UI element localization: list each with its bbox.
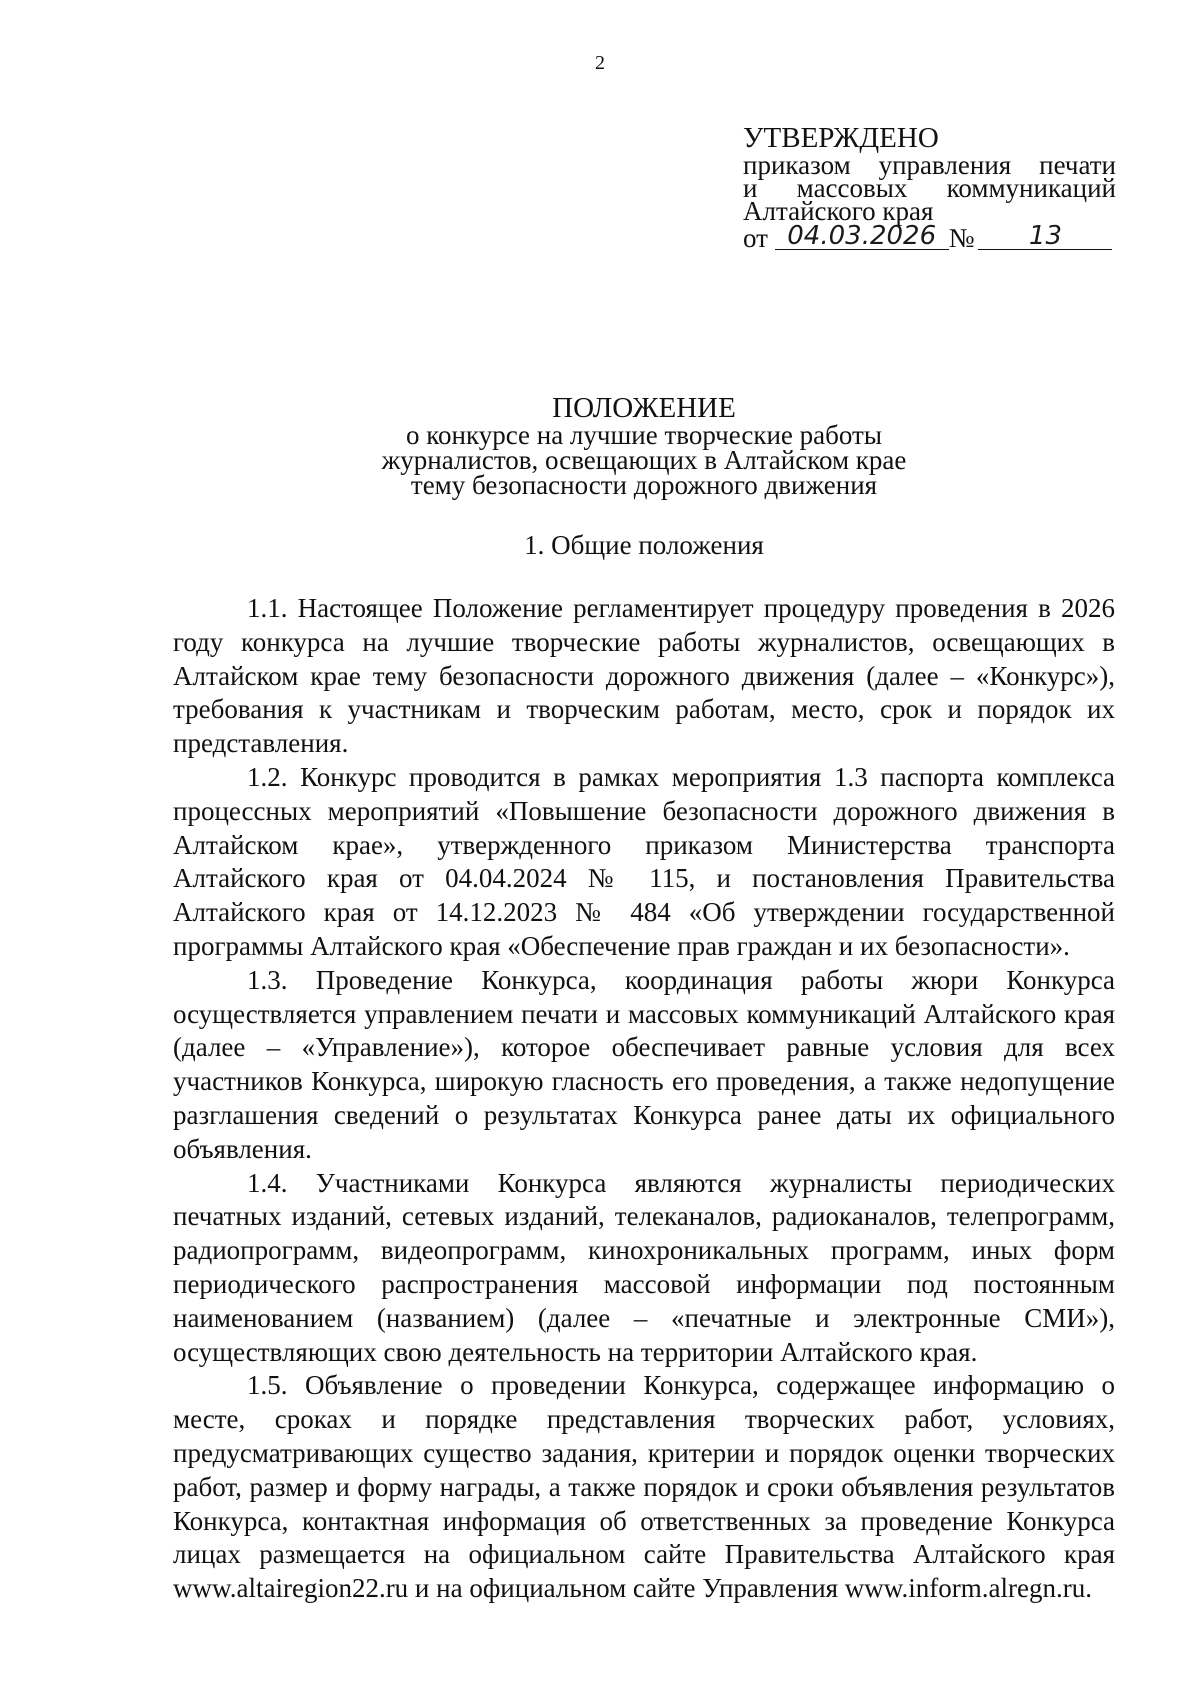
document-subtitle-line-3: тему безопасности дорожного движения — [410, 470, 878, 500]
approval-date-line — [743, 221, 1116, 253]
document-title-block — [0, 393, 1200, 498]
approval-number-handwritten: 13 — [978, 223, 1112, 250]
document-title: ПОЛОЖЕНИЕ — [552, 392, 736, 424]
approval-stamp — [743, 122, 1116, 253]
section-body — [173, 592, 1115, 1606]
approval-ot-label: от — [743, 223, 768, 253]
approval-line-2: и массовых коммуникаций — [743, 173, 1116, 203]
section-heading: 1. Общие положения — [524, 530, 764, 560]
page-number: 2 — [595, 52, 605, 74]
paragraph: 1.2. Конкурс проводится в рамках мероприятия 1.3 паспорта комплекса процессных мероприятий «Повышение безопасности дорожного движения в Алтайском крае», утвержденного приказом Министерства транспорта Алтайского края от 04.04.2024 № 115, и постановления Правительства Алтайского края от 14.12.2023 № 484 «Об утверждении государственной программы Алтайского края «Обеспечение прав граждан и их безопасности». — [173, 761, 1115, 961]
approval-date-handwritten: 04.03.2026 — [775, 223, 949, 250]
paragraph: 1.4. Участниками Конкурса являются журналисты периодических печатных изданий, сетевых изданий, телеканалов, радиоканалов, телепрограмм, радиопрограмм, видеопрограмм, кинохроникальных программ, иных форм периодического распространения массовой информации под постоянным наименованием (названием) (далее – «печатные и электронные СМИ»), осуществляющих свою деятельность на территории Алтайского края. — [173, 1167, 1115, 1367]
approval-number-label: № — [948, 223, 975, 253]
paragraph: 1.3. Проведение Конкурса, координация работы жюри Конкурса осуществляется управлением печати и массовых коммуникаций Алтайского края (далее – «Управление»), которое обеспечивает равные условия для всех участников Конкурса, широкую гласность его проведения, а также недопущение разглашения сведений о результатах Конкурса ранее даты их официального объявления. — [173, 964, 1115, 1164]
approval-heading: УТВЕРЖДЕНО — [743, 122, 939, 154]
approval-line-1: приказом управления печати — [743, 150, 1116, 180]
document-subtitle-line-1: о конкурсе на лучшие творческие работы — [406, 420, 882, 450]
approval-line-3: Алтайского края — [743, 196, 934, 226]
document-subtitle-line-2: журналистов, освещающих в Алтайском крае — [381, 445, 907, 475]
paragraph: 1.5. Объявление о проведении Конкурса, содержащее информацию о месте, сроках и порядке представления творческих работ, условиях, предусматривающих существо задания, критерии и порядок оценки творческих работ, размер и форму награды, а также порядок и сроки объявления результатов Конкурса, контактная информация об ответственных за проведение Конкурса лицах размещается на официальном сайте Правительства Алтайского края www.altairegion22.ru и на официальном сайте Управления www.inform.alregn.ru. — [173, 1370, 1115, 1604]
paragraph: 1.1. Настоящее Положение регламентирует процедуру проведения в 2026 году конкурса на лучшие творческие работы журналистов, освещающих в Алтайском крае тему безопасности дорожного движения (далее – «Конкурс»), требования к участникам и творческим работам, место, срок и порядок их представления. — [173, 593, 1115, 759]
